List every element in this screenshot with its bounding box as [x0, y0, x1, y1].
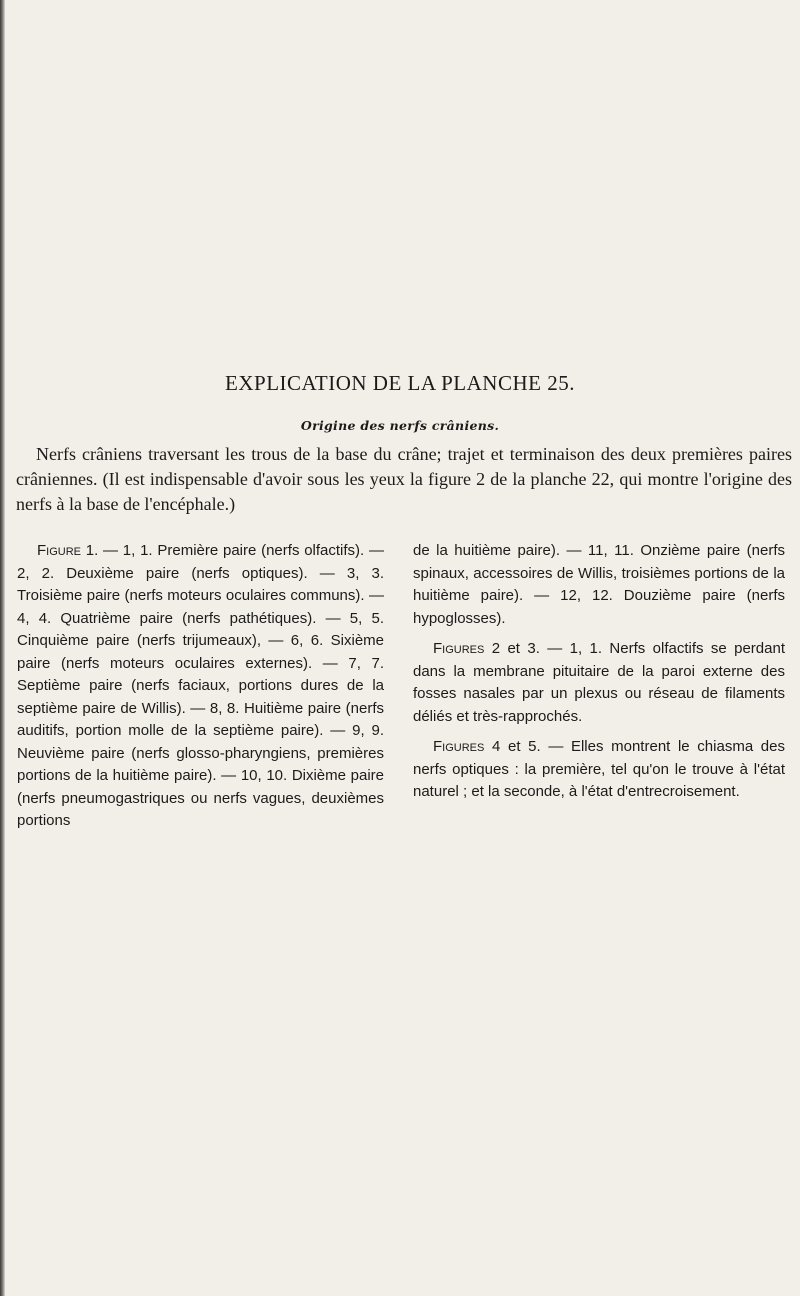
figures-4-5-paragraph — [413, 736, 785, 804]
figure-1-paragraph — [17, 540, 384, 833]
page-edge — [0, 0, 5, 1296]
right-column — [413, 540, 785, 812]
figures-4-5-text: 4 et 5. — Elles montrent le chiasma des nerfs optiques : la première, tel qu'on le trouve à l'état naturel ; et la seconde, à l'état d'entrecroisement. — [413, 738, 785, 800]
section-subtitle: Origine des nerfs crâniens. — [300, 418, 500, 433]
figures-label: Figures — [433, 640, 485, 657]
figure-1-continuation: de la huitième paire). — 11, 11. Onzième paire (nerfs spinaux, accessoires de Willis, troisièmes portions de la huitième paire). — 12, 12. Douzième paire (nerfs hypoglosses). — [413, 542, 785, 627]
figure-1-text: 1. — 1, 1. Première paire (nerfs olfactifs). — 2, 2. Deuxième paire (nerfs optiques). — 3, 3. Troisième paire (nerfs moteurs oculaires communs). — 4, 4. Quatrième paire (nerfs pathétiques). — 5, 5. Cinquième paire (nerfs trijumeaux), — 6, 6. Sixième paire (nerfs moteurs oculaires externes). — 7, 7. Septième paire (nerfs faciaux, portions dures de la septième paire de Willis). — 8, 8. Huitième paire (nerfs auditifs, portion molle de la septième paire). — 9, 9. Neuvième paire (nerfs glosso-pharyngiens, premières portions de la huitième paire). — 10, 10. Dixième paire (nerfs pneumogastriques ou nerfs vagues, deuxièmes portions — [17, 542, 384, 829]
figures-2-3-text: 2 et 3. — 1, 1. Nerfs olfactifs se perdant dans la membrane pituitaire de la paroi externe des fosses nasales par un plexus ou réseau de filaments déliés et très-rapprochés. — [413, 640, 785, 725]
intro-paragraph: Nerfs crâniens traversant les trous de la base du crâne; trajet et terminaison des deux premières paires crâniennes. (Il est indispensable d'avoir sous les yeux la figure 2 de la planche 22, qui montre l'origine des nerfs à la base de l'encéphale.) — [16, 444, 792, 514]
figures-2-3-paragraph — [413, 638, 785, 728]
figures-label: Figures — [433, 738, 485, 755]
figure-label: Figure — [37, 542, 81, 559]
left-column — [17, 540, 384, 841]
page-title: EXPLICATION DE LA PLANCHE 25. — [225, 371, 575, 395]
